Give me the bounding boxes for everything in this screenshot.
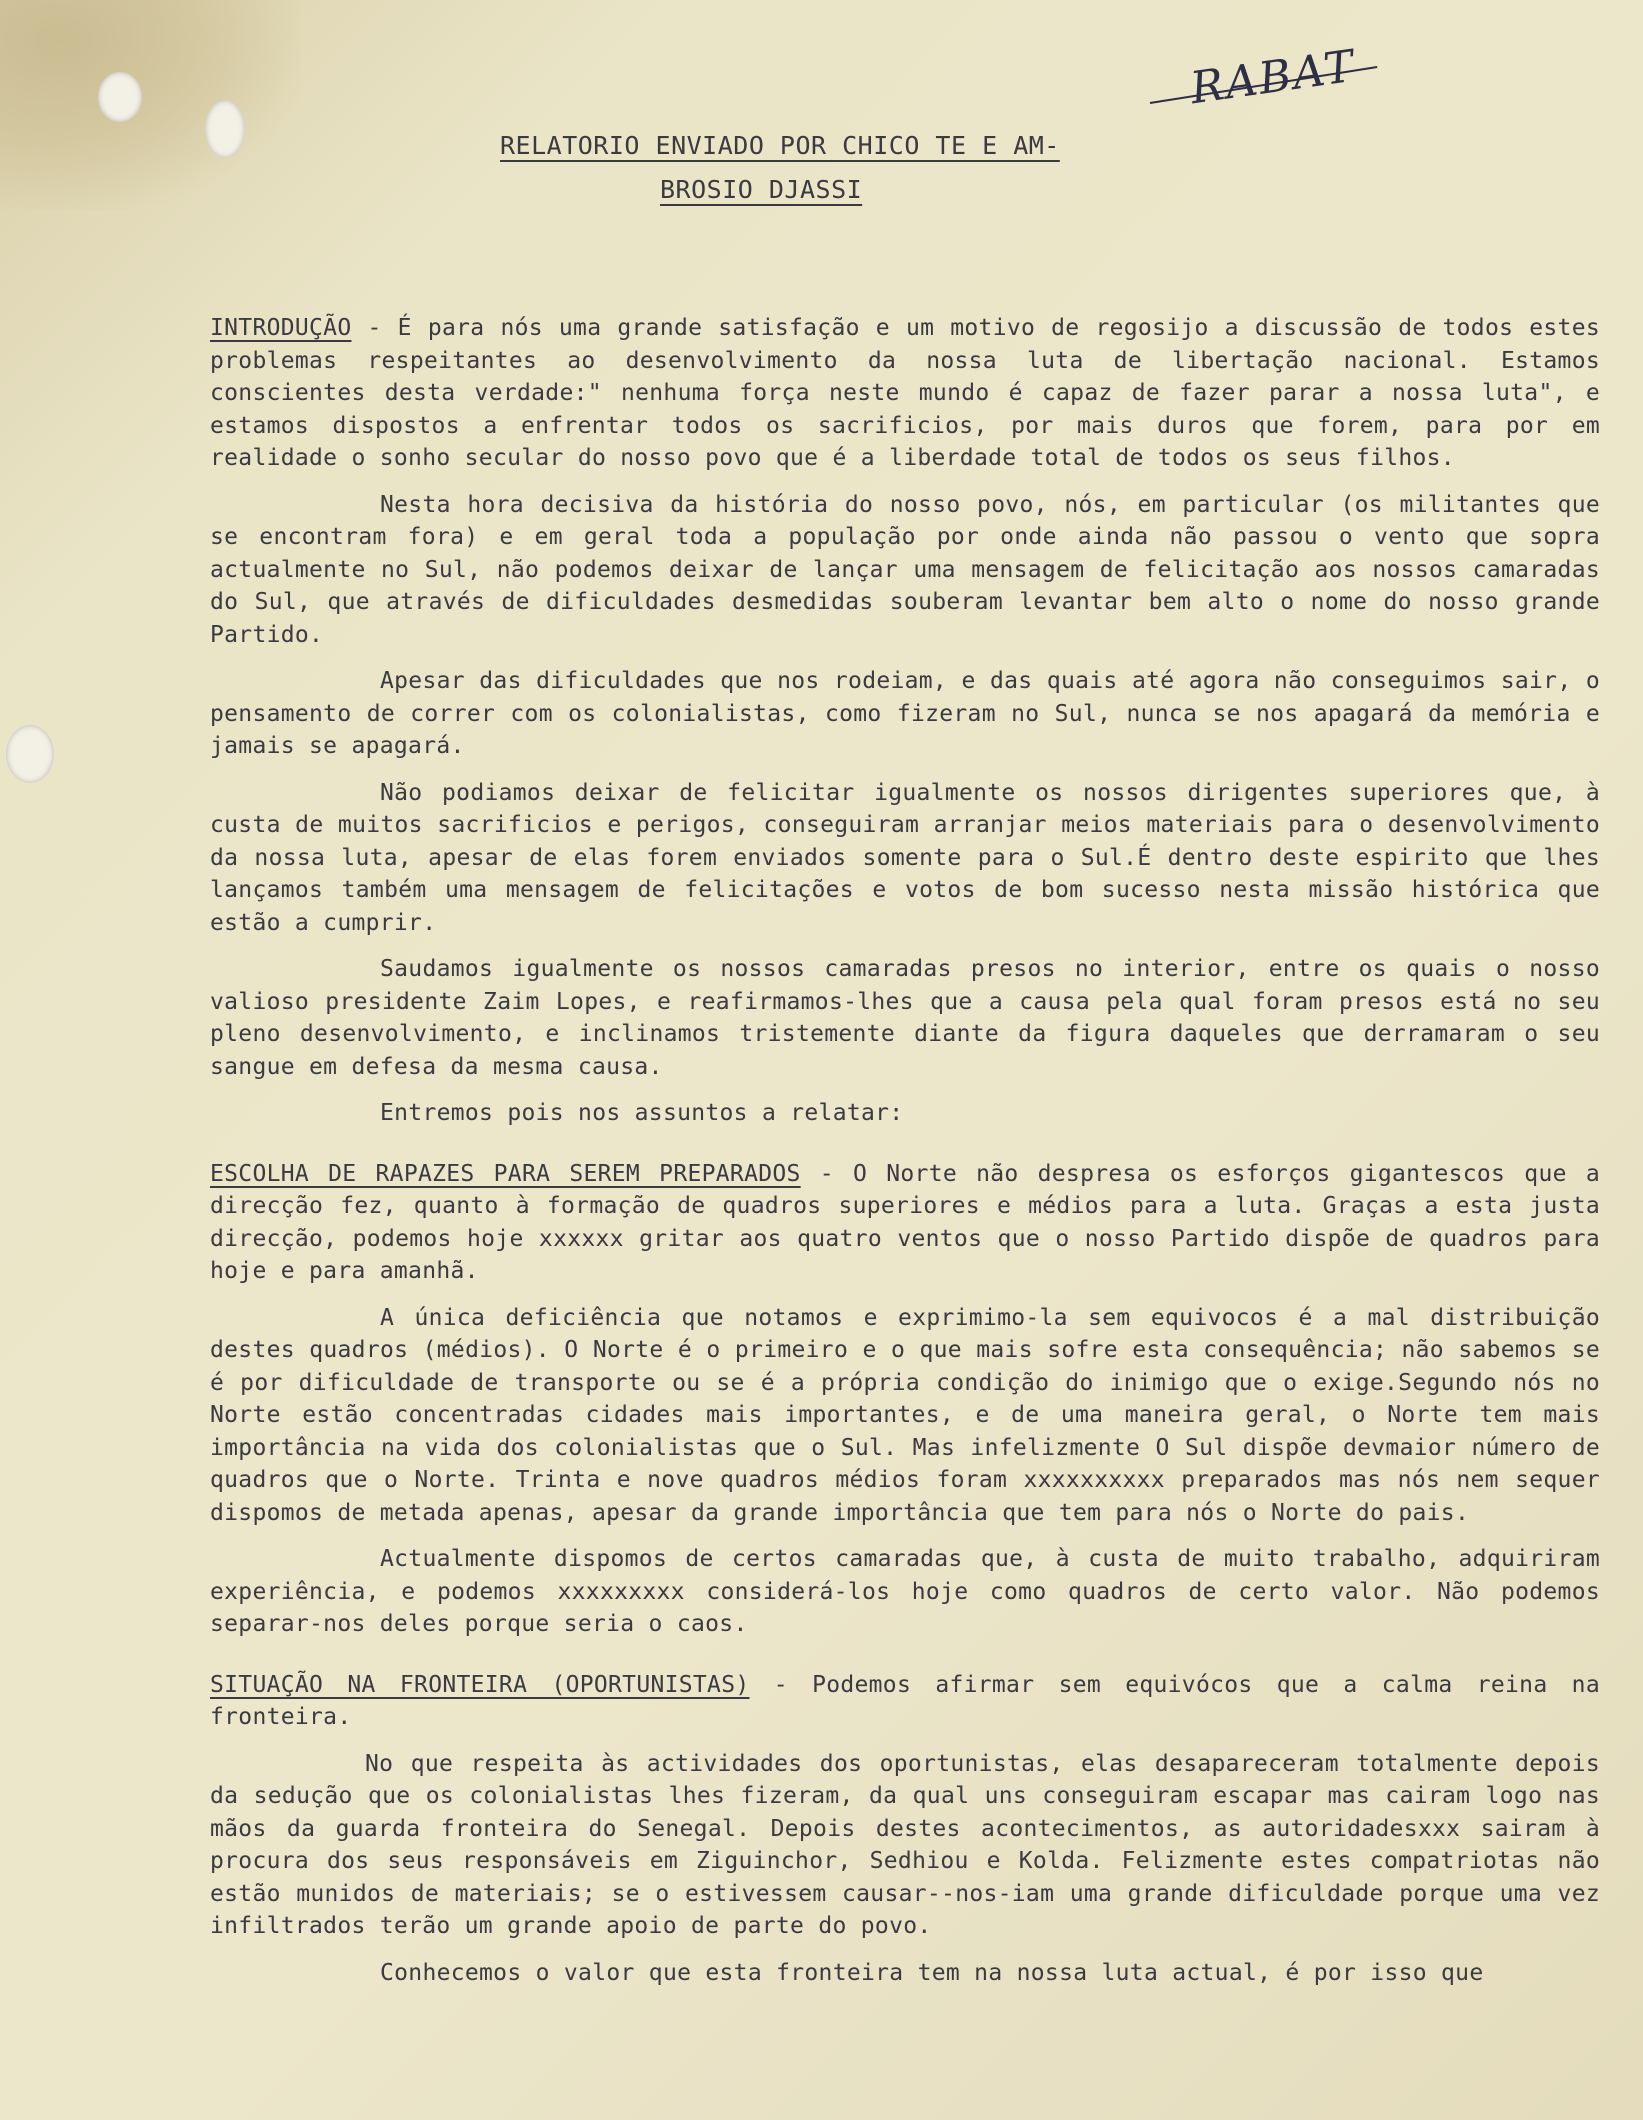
escolha-paragraph-2: A única deficiência que notamos e exprimimo-la sem equivocos é a mal distribuição destes quadros (médios). O Norte é o primeiro e o que mais sofre esta consequência; não sabemos se é por dificuldade de transporte ou se é a própria condição do inimigo que o exige.Segundo nós no Norte estão concentradas cidades mais importantes, e de uma maneira geral, o Norte tem mais importância na vida dos colonialistas que o Sul. Mas infelizmente O Sul dispõe devmaior número de quadros que o Norte. Trinta e nove quadros médios foram xxxxxxxxxx preparados mas nós nem sequer dispomos de metada apenas, apesar da grande importância que tem para nós o Norte do pais. <box>210 1304 1600 1526</box>
intro-paragraph-3: Apesar das dificuldades que nos rodeiam, e das quais até agora não conseguimos sair, o pensamento de correr com os colonialistas, como fizeram no Sul, nunca se nos apagará da memória e jamais se apagará. <box>210 668 1600 759</box>
paper-stain <box>0 0 300 210</box>
document-body <box>210 312 1600 2003</box>
title-line-2: BROSIO DJASSI <box>660 175 863 204</box>
escolha-paragraph-1: ESCOLHA DE RAPAZES PARA SEREM PREPARADOS - O Norte não despresa os esforços gigantescos que a direcção fez, quanto à formação de quadros superiores e médios para a luta. Graças a esta justa direcção, podemos hoje xxxxxx gritar aos quatro ventos que o nosso Partido dispõe de quadros para hoje e para amanhã. <box>210 1160 1600 1284</box>
intro-paragraph-2: Nesta hora decisiva da história do nosso povo, nós, em particular (os militantes que se encontram fora) e em geral toda a população por onde ainda não passou o vento que sopra actualmente no Sul, não podemos deixar de lançar uma mensagem de felicitação aos nossos camaradas do Sul, que através de dificuldades desmedidas souberam levantar bem alto o nome do nosso grande Partido. <box>210 491 1600 648</box>
fronteira-paragraph-3: Conhecemos o valor que esta fronteira tem na nossa luta actual, é por isso que <box>380 1959 1484 1986</box>
section-heading-escolha: ESCOLHA DE RAPAZES PARA SEREM PREPARADOS <box>210 1160 801 1187</box>
handwritten-annotation: RABAT <box>1187 40 1359 115</box>
intro-paragraph-6: Entremos pois nos assuntos a relatar: <box>380 1100 904 1126</box>
fronteira-paragraph-2: No que respeita às actividades dos oportunistas, elas desapareceram totalmente depois da sedução que os colonialistas lhes fizeram, da qual uns conseguiram escapar mas cairam logo nas mãos da guarda fronteira do Senegal. Depois destes acontecimentos, as autoridadesxxx sairam à procura dos seus responsáveis em Ziguinchor, Sedhiou e Kolda. Felizmente estes compatriotas não estão munidos de materiais; se o estivessem causar--nos-iam uma grande dificuldade porque uma vez infiltrados terão um grande apoio de parte do povo. <box>210 1750 1600 1939</box>
intro-paragraph-4: Não podiamos deixar de felicitar igualmente os nossos dirigentes superiores que, à custa de muitos sacrificios e perigos, conseguiram arranjar meios materiais para o desenvolvimento da nossa luta, apesar de elas forem enviados somente para o Sul.É dentro deste espirito que lhes lançamos também uma mensagem de felicitações e votos de bom sucesso nesta missão histórica que estão a cumprir. <box>210 779 1600 936</box>
intro-paragraph-5: Saudamos igualmente os nossos camaradas presos no interior, entre os quais o nosso valioso presidente Zaim Lopes, e reafirmamos-lhes que a causa pela qual foram presos está no seu pleno desenvolvimento, e inclinamos tristemente diante da figura daqueles que derramaram o seu sangue em defesa da mesma causa. <box>210 956 1600 1080</box>
escolha-paragraph-3: Actualmente dispomos de certos camaradas que, à custa de muito trabalho, adquiriram experiência, e podemos xxxxxxxxx considerá-los hoje como quadros de certo valor. Não podemos separar-nos deles porque seria o caos. <box>210 1546 1600 1637</box>
section-heading-introducao: INTRODUÇÃO <box>210 315 352 341</box>
punch-hole-top <box>98 72 142 122</box>
punch-hole-tear <box>205 100 245 158</box>
document-title <box>500 124 1140 212</box>
title-line-1: RELATORIO ENVIADO POR CHICO TE E AM- <box>500 131 1060 160</box>
punch-hole-middle <box>6 725 54 783</box>
intro-paragraph-1: INTRODUÇÃO - É para nós uma grande satisfação e um motivo de regosijo a discussão de todos estes problemas respeitantes ao desenvolvimento da nossa luta de libertação nacional. Estamos conscientes desta verdade:" nenhuma força neste mundo é capaz de fazer parar a nossa luta", e estamos dispostos a enfrentar todos os sacrificios, por mais duros que forem, para por em realidade o sonho secular do nosso povo que é a liberdade total de todos os seus filhos. <box>210 315 1600 471</box>
fronteira-paragraph-1: SITUAÇÃO NA FRONTEIRA (OPORTUNISTAS) - Podemos afirmar sem equivócos que a calma reina na fronteira. <box>210 1671 1600 1730</box>
section-heading-fronteira: SITUAÇÃO NA FRONTEIRA (OPORTUNISTAS) <box>210 1671 750 1698</box>
